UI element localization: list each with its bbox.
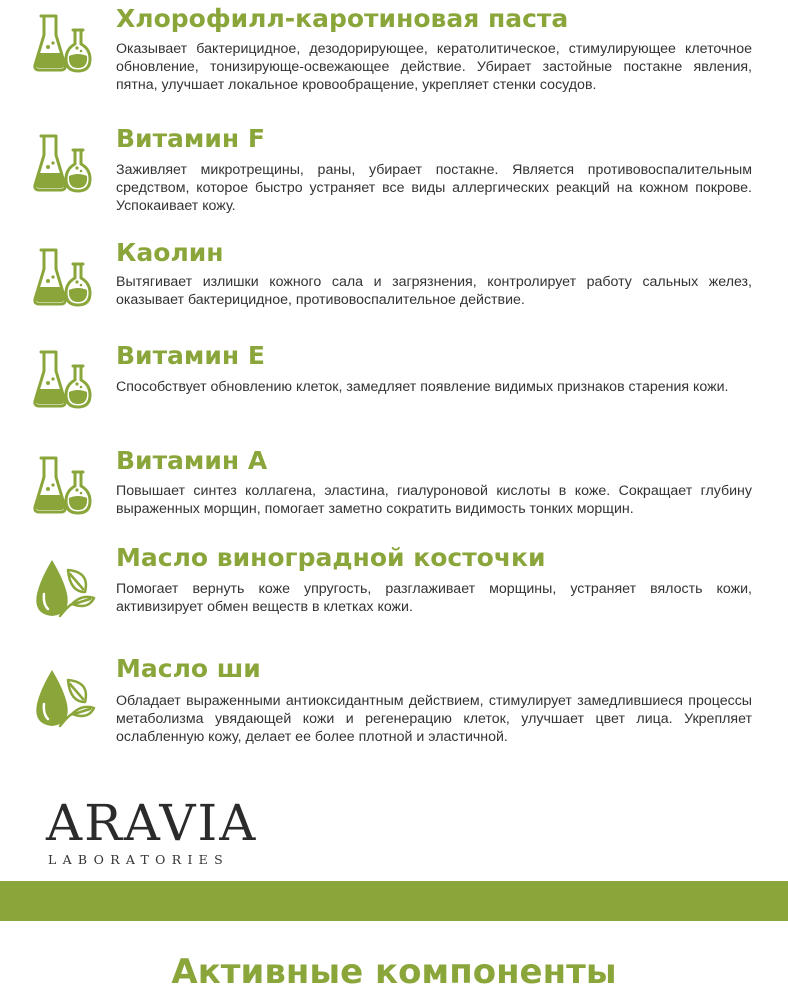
ingredient-description: Способствует обновлению клеток, замедляет появление видимых признаков старения кожи. — [116, 379, 729, 395]
ingredient-title: Витамин Е — [116, 341, 265, 370]
brand-name: ARAVIA — [46, 794, 258, 852]
ingredient-title: Хлорофилл-каротиновая паста — [116, 4, 569, 33]
lab-flasks-icon — [30, 8, 98, 76]
ingredient-description: Обладает выраженными антиоксидантным действием, стимулирует замедлившиеся процессы метаболизма увядающей кожи и регенерацию клеток, улучшает цвет лица. Укрепляет ослабленную кожу, делает ее более плотной и эластичной. — [116, 693, 752, 745]
ingredient-title: Витамин F — [116, 124, 265, 153]
ingredient-description: Повышает синтез коллагена, эластина, гиалуроновой кислоты в коже. Сокращает глубину выраженных морщин, помогает заметно сократить видимость тонких морщин. — [116, 483, 752, 517]
ingredient-description: Помогает вернуть коже упругость, разглаживает морщины, устраняет вялость кожи, активизирует обмен веществ в клетках кожи. — [116, 581, 752, 615]
brand-logo — [46, 796, 257, 867]
ingredient-description: Вытягивает излишки кожного сала и загрязнения, контролирует работу сальных желез, оказывает бактерицидное, противовоспалительное действие. — [116, 274, 752, 308]
ingredient-title: Витамин А — [116, 446, 268, 475]
brand-tagline: LABORATORIES — [48, 852, 229, 867]
ingredient-title: Масло виноградной косточки — [116, 543, 546, 572]
oil-drop-leaf-icon — [30, 664, 98, 732]
oil-drop-leaf-icon — [30, 554, 98, 622]
lab-flasks-icon — [30, 242, 98, 310]
ingredient-title: Масло ши — [116, 654, 261, 683]
ingredient-description: Заживляет микротрещины, раны, убирает постакне. Является противовоспалительным средством, которое быстро устраняет все виды аллергических реакций на кожном покрове. Успокаивает кожу. — [116, 162, 752, 214]
lab-flasks-icon — [30, 344, 98, 412]
ingredient-description: Оказывает бактерицидное, дезодорирующее, кератолитическое, стимулирующее клеточное обновление, тонизирующе-освежающее действие. Убирает застойные постакне явления, пятна, улучшает локальное кровообращение, укрепляет стенки сосудов. — [116, 41, 752, 93]
accent-band — [0, 881, 788, 921]
lab-flasks-icon — [30, 128, 98, 196]
lab-flasks-icon — [30, 450, 98, 518]
ingredient-title: Каолин — [116, 238, 224, 267]
section-title: Активные компоненты — [171, 952, 617, 992]
